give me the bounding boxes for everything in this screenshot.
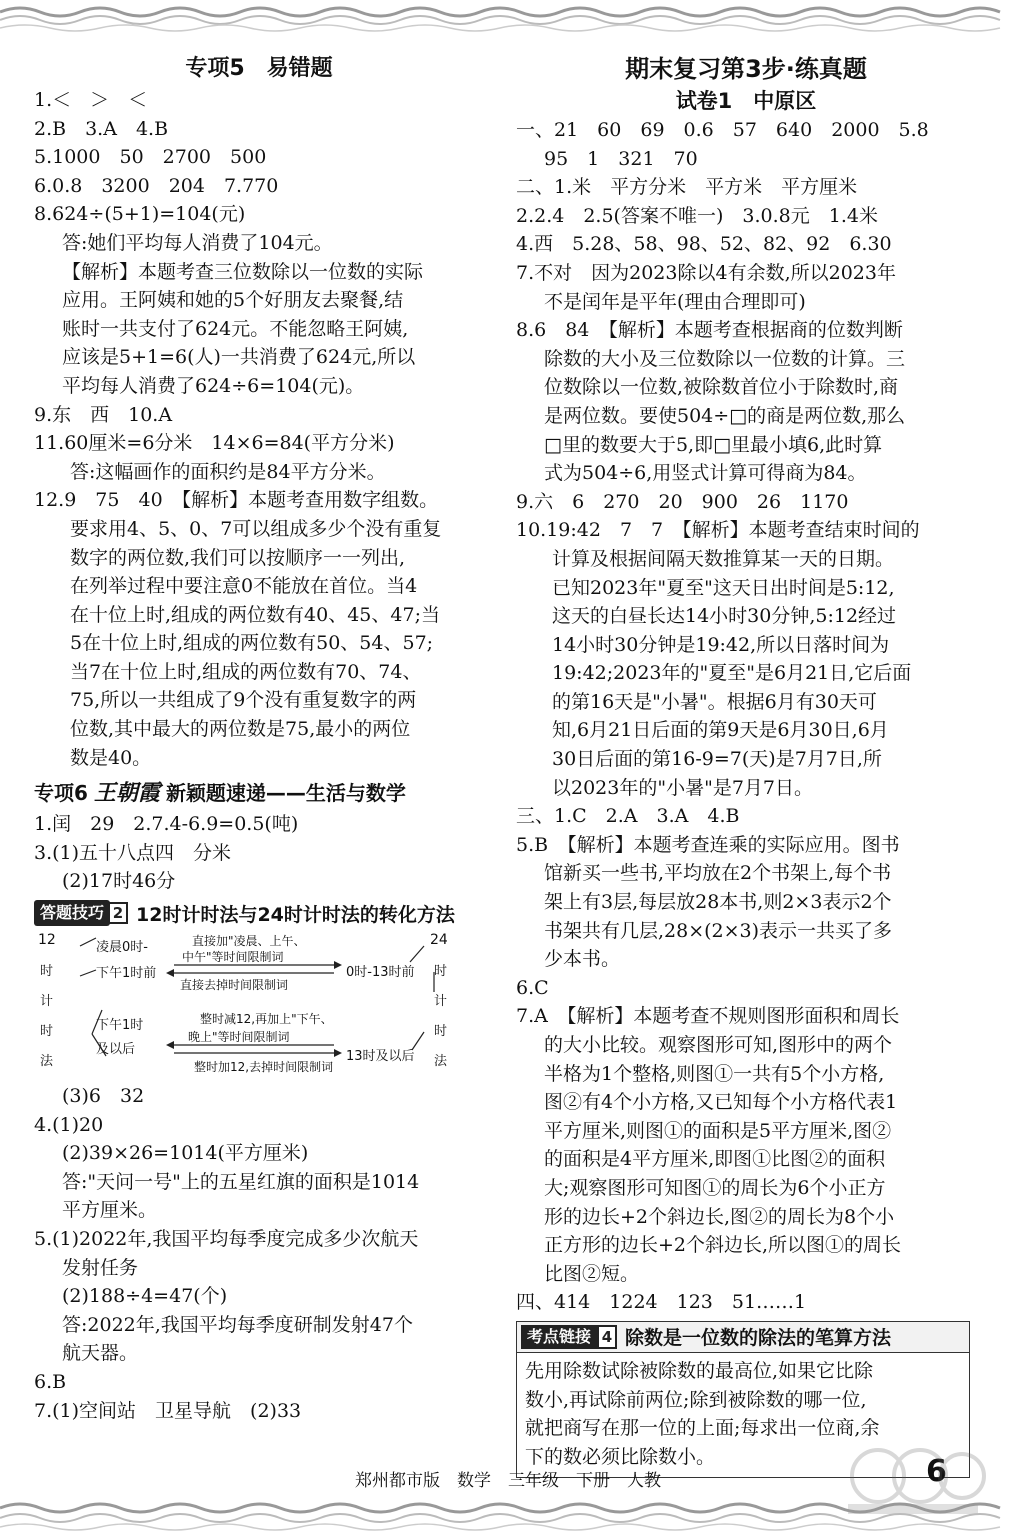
- answer-line: 以2023年的"小暑"是7月7日。: [552, 776, 814, 799]
- answer-line: 答:"天问一号"上的五星红旗的面积是1014: [62, 1170, 420, 1193]
- diagram-left-char: 时: [40, 964, 54, 980]
- answer-line: 航天器。: [62, 1342, 139, 1365]
- section-6-title: [34, 776, 484, 810]
- link-line: 数小,再试除前两位;除到被除数的哪一位,: [525, 1388, 867, 1411]
- answer-line: 数是40。: [70, 746, 152, 769]
- answer-line: 大;观察图形可知图①的周长为6个小正方: [544, 1176, 886, 1199]
- left-column: [34, 52, 484, 1425]
- answer-line: 少本书。: [544, 948, 621, 971]
- answer-line: (3)6 32: [62, 1085, 145, 1108]
- diagram-12h-label: 12: [38, 932, 56, 949]
- answer-line: 12.9 75 40 【解析】本题考查用数字组数。: [34, 489, 439, 512]
- link-tag: 考点链接: [521, 1325, 597, 1349]
- answer-line: 平方厘米,则图①的面积是5平方厘米,图②: [544, 1119, 892, 1142]
- answer-line: 除数的大小及三位数除以一位数的计算。三: [544, 347, 906, 370]
- answer-line: 1.闰 29 2.7.4-6.9=0.5(吨): [34, 813, 299, 836]
- answer-line: 馆新买一些书,平均放在2个书架上,每个书: [544, 862, 892, 885]
- diagram-label: 整时减12,再加上"下午、: [200, 1012, 333, 1027]
- answer-line: 答:这幅画作的面积约是84平方分米。: [70, 460, 386, 483]
- right-column: [516, 52, 976, 1478]
- answer-line: 8.6 84 【解析】本题考查根据商的位数判断: [516, 319, 903, 342]
- link-number: 4: [597, 1325, 617, 1349]
- answer-line: 6.B: [34, 1370, 67, 1393]
- answer-line: 知,6月21日后面的第9天是6月30日,6月: [552, 719, 889, 742]
- page-number: 6: [926, 1454, 947, 1489]
- answer-line: 发射任务: [62, 1256, 139, 1279]
- answer-line: 的第16天是"小暑"。根据6月有30天可: [552, 690, 877, 713]
- answer-line: 1.＜ ＞ ＜: [34, 89, 148, 111]
- diagram-left-char: 时: [40, 1024, 54, 1040]
- diagram-label: 直接去掉时间限制词: [180, 978, 289, 993]
- answer-line: 当7在十位上时,组成的两位数有70、74、: [70, 660, 422, 683]
- answer-line: 4.西 5.28、58、98、52、82、92 6.30: [516, 233, 892, 256]
- answer-line: 账时一共支付了624元。不能忽略王阿姨,: [62, 317, 409, 340]
- answer-line: (2)188÷4=47(个): [62, 1285, 228, 1308]
- diagram-label: 0时-13时前: [346, 965, 415, 981]
- answer-line: 在列举过程中要注意0不能放在首位。当4: [70, 575, 418, 598]
- answer-line: 四、414 1224 123 51……1: [516, 1291, 807, 1314]
- answer-line: 4.(1)20: [34, 1113, 104, 1136]
- answer-line: 9.六 6 270 20 900 26 1170: [516, 490, 849, 513]
- link-line: 下的数必须比除数小。: [525, 1445, 716, 1468]
- answer-line: (2)17时46分: [62, 870, 176, 893]
- answer-line: 答:她们平均每人消费了104元。: [62, 231, 333, 254]
- answer-line: 三、1.C 2.A 3.A 4.B: [516, 805, 740, 828]
- answer-line: 14小时30分钟是19:42,所以日落时间为: [552, 633, 890, 656]
- diagram-label: 中午"等时间限制词: [182, 950, 284, 965]
- answer-line: 11.60厘米=6分米 14×6=84(平方分米): [34, 432, 395, 455]
- answer-line: 正方形的边长+2个斜边长,所以图①的周长: [544, 1234, 902, 1257]
- answer-line: 平方厘米。: [62, 1199, 158, 1222]
- answer-line: 计算及根据间隔天数推算某一天的日期。: [552, 547, 895, 570]
- tip-tag: 答题技巧: [34, 900, 110, 926]
- paper-subtitle: 试卷1 中原区: [675, 89, 817, 113]
- answer-line: 7.(1)空间站 卫星导航 (2)33: [34, 1399, 302, 1422]
- diagram-right-char: 时: [434, 1024, 448, 1040]
- answer-line: 式为504÷6,用竖式计算可得商为84。: [544, 462, 867, 485]
- answer-line: 已知2023年"夏至"这天日出时间是5:12,: [552, 576, 895, 599]
- tip-title: 12时计时法与24时计时法的转化方法: [136, 903, 455, 926]
- answer-line: 6.C: [516, 976, 549, 999]
- answer-line: 2.2.4 2.5(答案不唯一) 3.0.8元 1.4米: [516, 204, 878, 227]
- review-title: 期末复习第3步·练真题: [625, 55, 867, 83]
- diagram-label: 整时加12,去掉时间限制词: [194, 1060, 334, 1075]
- answer-line: 二、1.米 平方分米 平方米 平方厘米: [516, 176, 858, 199]
- diagram-label: 直接加"凌晨、上午、: [192, 934, 306, 949]
- diagram-label: 下午1时前: [96, 966, 157, 982]
- link-title: 除数是一位数的除法的笔算方法: [625, 1327, 892, 1350]
- answer-line: 平均每人消费了624÷6=104(元)。: [62, 374, 365, 397]
- answer-line: 的面积是4平方厘米,即图①比图②的面积: [544, 1148, 886, 1171]
- link-line: 就把商写在那一位的上面;每求出一位商,余: [525, 1417, 880, 1440]
- answer-line: 要求用4、5、0、7可以组成多少个没有重复: [70, 517, 442, 540]
- answer-line: 应用。王阿姨和她的5个好朋友去聚餐,结: [62, 289, 404, 312]
- knowledge-link-header: [517, 1322, 969, 1353]
- answer-line: □里的数要大于5,即□里最小填6,此时算: [544, 433, 883, 456]
- answer-tip-banner: [34, 898, 484, 928]
- link-line: 先用除数试除被除数的最高位,如果它比除: [525, 1359, 874, 1382]
- answer-line: 形的边长+2个斜边长,图②的周长为8个小: [544, 1205, 895, 1228]
- answer-line: 【解析】本题考查三位数除以一位数的实际: [62, 260, 424, 283]
- diagram-label: 下午1时: [96, 1018, 144, 1034]
- answer-line: 半格为1个整格,则图①一共有5个小方格,: [544, 1062, 885, 1085]
- diagram-left-char: 计: [40, 994, 54, 1010]
- answer-line: 95 1 321 70: [544, 147, 698, 170]
- diagram-label: 13时及以后: [346, 1049, 415, 1065]
- answer-line: 是两位数。要使504÷□的商是两位数,那么: [544, 404, 906, 427]
- diagram-right-char: 法: [434, 1054, 448, 1070]
- section-6-prefix: 专项6: [34, 781, 88, 806]
- answer-line: 10.19:42 7 7 【解析】本题考查结束时间的: [516, 519, 920, 542]
- answer-line: 应该是5+1=6(人)一共消费了624元,所以: [62, 346, 416, 369]
- answer-line: 比图②短。: [544, 1262, 640, 1285]
- answer-line: 7.A 【解析】本题考查不规则图形面积和周长: [516, 1005, 900, 1028]
- tip-number: 2: [108, 902, 128, 924]
- bottom-wave-decoration: [0, 1496, 1016, 1536]
- diagram-right-char: 时: [434, 964, 448, 980]
- answer-line: 这天的白昼长达14小时30分钟,5:12经过: [552, 605, 897, 628]
- section-6-heading: 新颖题速递——生活与数学: [165, 781, 406, 806]
- diagram-label: 及以后: [96, 1042, 136, 1058]
- answer-line: 架上有3层,每层放28本书,则2×3表示2个: [544, 891, 892, 914]
- brand-logo-text: 王朝霞: [93, 780, 160, 807]
- answer-line: 5.B 【解析】本题考查连乘的实际应用。图书: [516, 833, 900, 856]
- answer-line: 8.624÷(5+1)=104(元): [34, 203, 246, 226]
- diagram-left-char: 法: [40, 1054, 54, 1070]
- answer-line: 3.(1)五十八点四 分米: [34, 841, 232, 864]
- footer-info: 郑州都市版 数学 三年级 下册 人教: [355, 1471, 661, 1491]
- answer-line: 30日后面的第16-9=7(天)是7月7日,所: [552, 748, 882, 771]
- top-wave-decoration: [0, 0, 1016, 40]
- time-conversion-diagram: [34, 932, 484, 1082]
- answer-line: 7.不对 因为2023除以4有余数,所以2023年: [516, 261, 896, 284]
- answer-line: 5在十位上时,组成的两位数有50、54、57;: [70, 632, 434, 655]
- answer-line: 5.(1)2022年,我国平均每季度完成多少次航天: [34, 1228, 419, 1250]
- answer-line: 9.东 西 10.A: [34, 403, 173, 426]
- answer-line: 一、21 60 69 0.6 57 640 2000 5.8: [516, 119, 929, 141]
- answer-line: 5.1000 50 2700 500: [34, 146, 267, 169]
- answer-line: 答:2022年,我国平均每季度研制发射47个: [62, 1313, 413, 1336]
- diagram-right-char: 计: [434, 994, 448, 1010]
- answer-line: 不是闰年是平年(理由合理即可): [544, 290, 806, 313]
- answer-line: 位数除以一位数,被除数首位小于除数时,商: [544, 376, 899, 399]
- diagram-label: 晚上"等时间限制词: [188, 1030, 290, 1045]
- answer-line: 在十位上时,组成的两位数有40、45、47;当: [70, 603, 440, 626]
- answer-line: 书架共有几层,28×(2×3)表示一共买了多: [544, 919, 893, 942]
- answer-line: 的大小比较。观察图形可知,图形中的两个: [544, 1034, 893, 1056]
- diagram-label: 凌晨0时-: [96, 940, 148, 956]
- answer-line: 数字的两位数,我们可以按顺序一一列出,: [70, 546, 406, 569]
- diagram-24h-label: 24: [430, 932, 448, 949]
- answer-line: 2.B 3.A 4.B: [34, 117, 169, 140]
- answer-line: 75,所以一共组成了9个没有重复数字的两: [70, 689, 417, 712]
- answer-line: 图②有4个小方格,又已知每个小方格代表1: [544, 1091, 898, 1114]
- answer-line: 6.0.8 3200 204 7.770: [34, 174, 279, 197]
- answer-line: (2)39×26=1014(平方厘米): [62, 1142, 309, 1165]
- answer-line: 位数,其中最大的两位数是75,最小的两位: [70, 718, 411, 741]
- section-5-title: 专项5 易错题: [185, 56, 333, 81]
- answer-line: 19:42;2023年的"夏至"是6月21日,它后面: [552, 662, 912, 685]
